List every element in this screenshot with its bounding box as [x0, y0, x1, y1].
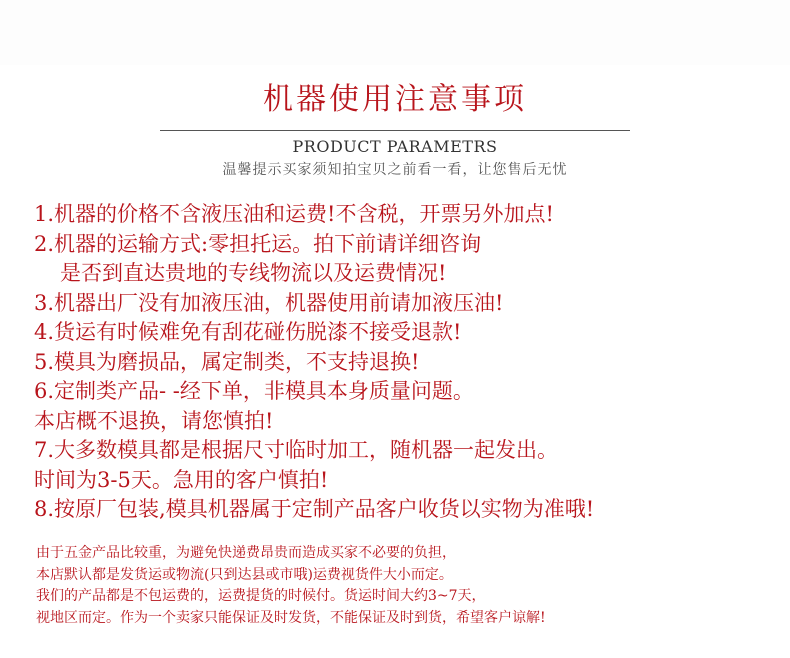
- footnote-line-2: 本店默认都是发货运或物流(只到达县或市哦)运费视货件大小而定。: [36, 566, 453, 583]
- notice-list: [34, 200, 774, 525]
- shipping-footnote: [36, 543, 766, 629]
- notice-line-6-continued: 本店概不退换，请您慎拍!: [34, 408, 274, 433]
- notice-line-8: 8.按原厂包装,模具机器属于定制产品客户收货以实物为准哦!: [34, 497, 595, 521]
- notice-line-5: 5.模具为磨损品，属定制类，不支持退换!: [34, 349, 420, 374]
- page-title: 机器使用注意事项: [263, 82, 527, 117]
- notice-line-2: 2.机器的运输方式:零担托运。拍下前请详细咨询: [34, 231, 482, 256]
- notice-line-1: 1.机器的价格不含液压油和运费!不含税，开票另外加点!: [34, 202, 554, 226]
- subtitle-chinese: 温馨提示买家须知拍宝贝之前看一看，让您售后无忧: [222, 162, 568, 178]
- notice-line-2-continued: 是否到直达贵地的专线物流以及运费情况!: [60, 261, 447, 285]
- top-band: [0, 0, 790, 65]
- notice-line-7-continued: 时间为3-5天。急用的客户慎拍!: [34, 467, 329, 492]
- subtitle-english: PRODUCT PARAMETRS: [292, 137, 498, 156]
- notice-line-4: 4.货运有时候难免有刮花碰伤脱漆不接受退款!: [34, 320, 462, 344]
- footnote-line-3: 我们的产品都是不包运费的，运费提货的时候付。货运时间大约3~7天，: [36, 588, 486, 604]
- notice-line-3: 3.机器出厂没有加液压油，机器使用前请加液压油!: [34, 290, 504, 315]
- title-divider: [160, 130, 630, 131]
- footnote-line-4: 视地区而定。作为一个卖家只能保证及时发货，不能保证及时到货，希望客户谅解!: [36, 609, 546, 626]
- notice-line-6: 6.定制类产品- -经下单，非模具本身质量问题。: [34, 379, 474, 403]
- footnote-line-1: 由于五金产品比较重，为避免快递费昂贵而造成买家不必要的负担，: [36, 545, 456, 561]
- notice-line-7: 7.大多数模具都是根据尺寸临时加工，随机器一起发出。: [34, 438, 559, 462]
